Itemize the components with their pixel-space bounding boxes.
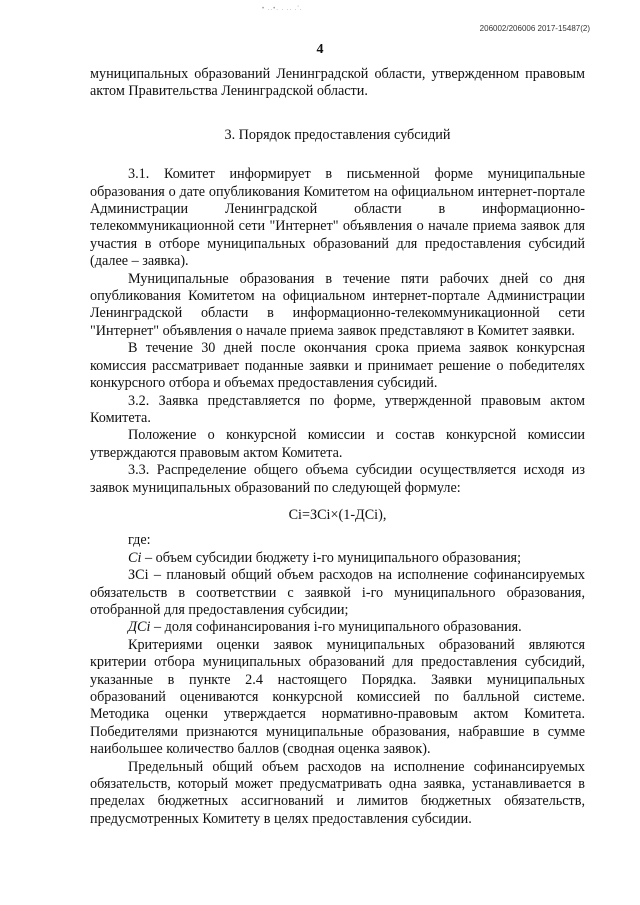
scan-mark: • ..•. . .. .'.	[262, 6, 303, 12]
definition-zc	[90, 567, 585, 619]
definition-c-text: – объем субсидии бюджету i-го муниципального образования;	[141, 549, 522, 566]
definition-c	[90, 550, 585, 567]
paragraph-commission: Положение о конкурсной комиссии и состав конкурсной комиссии утверждаются правовым актом Комитета.	[90, 427, 585, 461]
symbol-zc: ЗCi	[128, 567, 149, 584]
definition-dc-text: – доля софинансирования i-го муниципального образования.	[150, 619, 522, 636]
definition-zc-text: – плановый общий объем расходов на исполнение софинансируемых обязательств в соответствии с заявкой i-го муниципального образования, отобранной для предоставления субсидии;	[90, 567, 585, 618]
section-title: 3. Порядок предоставления субсидий	[224, 126, 451, 143]
paragraph-criteria: Критериями оценки заявок муниципальных образований являются критерии отбора муниципальных образований для предоставления субсидий, указанные в пункте 2.4 настоящего Порядка. Заявки муниципальных образований оцениваются конкурсной комиссией по балльной системе. Методика оценки утверждается нормативно-правовым актом Комитета. Победителями признаются муниципальные образования, набравшие в сумме наибольшее количество баллов (сводная оценка заявок).	[90, 636, 585, 758]
paragraph-limit: Предельный общий объем расходов на исполнение софинансируемых обязательств, который может предусматривать одна заявка, устанавливается в пределах бюджетных ассигнований и лимитов бюджетных обязательств, предусмотренных Комитету в целях предоставления субсидии.	[90, 758, 585, 827]
paragraph-3-2: 3.2. Заявка представляется по форме, утвержденной правовым актом Комитета.	[90, 392, 585, 426]
symbol-c: Ci	[128, 549, 142, 566]
paragraph-3-3: 3.3. Распределение общего объема субсидии осуществляется исходя из заявок муниципальных образований по следующей формуле:	[90, 462, 585, 496]
paragraph-municipal-submission: Муниципальные образования в течение пяти рабочих дней со дня опубликования Комитетом на официальном интернет-портале Администрации Ленинградской области в информационно-телекоммуникационной сети "Интернет" объявления о начале приема заявок представляют в Комитет заявки.	[90, 270, 585, 339]
symbol-dc: ДCi	[128, 619, 151, 636]
paragraph-3-1: 3.1. Комитет информирует в письменной форме муниципальные образования о дате опубликования Комитетом на официальном интернет-портале Администрации Ленинградской области в информационно-телекоммуникационной сети "Интернет" объявления о начале приема заявок для участия в отборе муниципальных образований для предоставления субсидий (далее – заявка).	[90, 166, 585, 270]
where-label: где:	[128, 532, 151, 549]
intro-paragraph: муниципальных образований Ленинградской области, утвержденном правовым актом Правительства Ленинградской области.	[90, 66, 585, 100]
page-number: 4	[316, 42, 324, 57]
paragraph-30-days: В течение 30 дней после окончания срока приема заявок конкурсная комиссия рассматривает поданные заявки и принимает решение о победителях конкурсного отбора и объемах предоставления субсидий.	[90, 340, 585, 392]
document-number: 206002/206006 2017-15487(2)	[479, 24, 590, 33]
document-body	[90, 66, 585, 828]
definition-dc	[90, 619, 585, 636]
formula: Ci=ЗCi×(1-ДCi),	[288, 506, 387, 523]
